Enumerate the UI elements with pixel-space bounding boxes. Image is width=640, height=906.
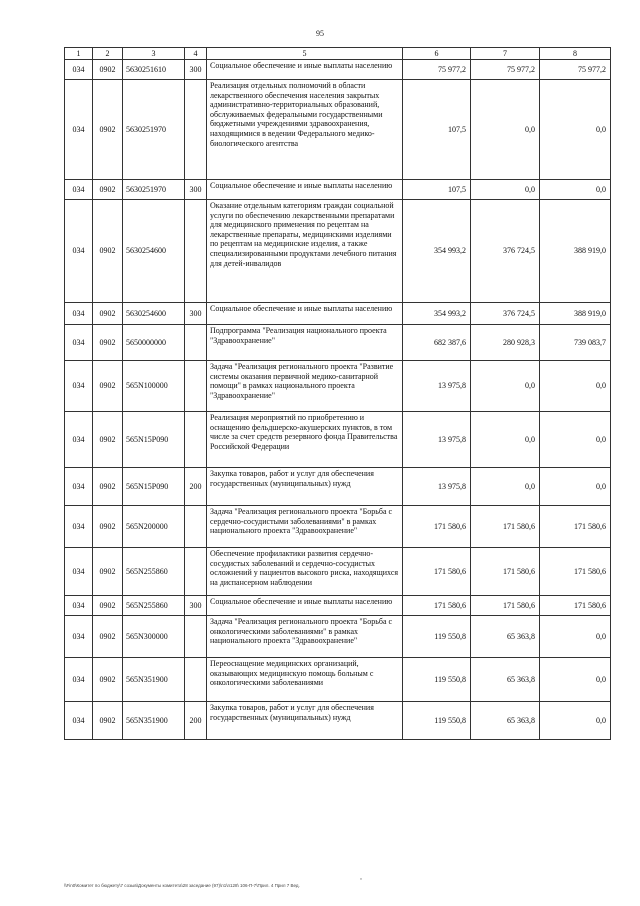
cell-col-1: 034: [65, 412, 93, 468]
cell-col-2: 0902: [93, 596, 123, 616]
cell-col-2: 0902: [93, 200, 123, 303]
cell-col-8: 0,0: [540, 412, 611, 468]
cell-col-8: 0,0: [540, 658, 611, 702]
cell-col-4: 200: [185, 468, 207, 506]
table-row: [65, 596, 611, 616]
cell-col-3: 565N351900: [123, 702, 185, 740]
cell-col-7: 65 363,8: [471, 658, 540, 702]
cell-col-2: 0902: [93, 325, 123, 361]
cell-col-2: 0902: [93, 616, 123, 658]
cell-col-7: 65 363,8: [471, 616, 540, 658]
cell-col-5: Закупка товаров, работ и услуг для обеспечения государственных (муниципальных) нужд: [207, 702, 403, 740]
column-header: 6: [403, 48, 471, 60]
cell-col-6: 682 387,6: [403, 325, 471, 361]
footer-path: \\Fin0\Комитет по бюджету\7 созыв\Документы комитета\28 заседание (97)\п1\п128\ 106-П-7\Прил. 4 Прил 7 Вед.: [64, 883, 300, 888]
cell-col-7: 0,0: [471, 80, 540, 180]
cell-col-2: 0902: [93, 361, 123, 412]
cell-col-6: 13 975,8: [403, 361, 471, 412]
column-header: 4: [185, 48, 207, 60]
cell-col-5: Задача "Реализация регионального проекта "Борьба с онкологическими заболеваниями" в рамках национального проекта "Здравоохранение": [207, 616, 403, 658]
cell-col-1: 034: [65, 361, 93, 412]
column-header: 5: [207, 48, 403, 60]
cell-col-8: 0,0: [540, 702, 611, 740]
cell-col-1: 034: [65, 200, 93, 303]
cell-col-2: 0902: [93, 60, 123, 80]
cell-col-8: 0,0: [540, 180, 611, 200]
cell-col-6: 119 550,8: [403, 616, 471, 658]
cell-col-2: 0902: [93, 180, 123, 200]
cell-col-7: 0,0: [471, 412, 540, 468]
table-row: [65, 60, 611, 80]
cell-col-7: 65 363,8: [471, 702, 540, 740]
scan-mark: *: [360, 878, 362, 884]
table-row: [65, 616, 611, 658]
cell-col-8: 0,0: [540, 468, 611, 506]
cell-col-6: 107,5: [403, 180, 471, 200]
cell-col-5: Подпрограмма "Реализация национального проекта "Здравоохранение": [207, 325, 403, 361]
cell-col-5: Обеспечение профилактики развития сердечно-сосудистых заболеваний и сердечно-сосудистых осложнений у пациентов высокого риска, находящихся на диспансерном наблюдении: [207, 548, 403, 596]
column-header: 1: [65, 48, 93, 60]
cell-col-5: Оказание отдельным категориям граждан социальной услуги по обеспечению лекарственными препаратами для медицинского применения по рецептам на лекарственные препараты, медицинскими изделиями по рецептам на медицинские изделия, а также специализированными продуктами лечебного питания для детей-инвалидов: [207, 200, 403, 303]
cell-col-6: 354 993,2: [403, 200, 471, 303]
cell-col-5: Социальное обеспечение и иные выплаты населению: [207, 596, 403, 616]
cell-col-6: 171 580,6: [403, 506, 471, 548]
cell-col-3: 5630254600: [123, 200, 185, 303]
table-row: [65, 548, 611, 596]
cell-col-3: 565N15P090: [123, 468, 185, 506]
column-header: 3: [123, 48, 185, 60]
cell-col-8: 171 580,6: [540, 596, 611, 616]
cell-col-3: 565N15P090: [123, 412, 185, 468]
cell-col-3: 565N255860: [123, 548, 185, 596]
cell-col-5: Задача "Реализация регионального проекта "Борьба с сердечно-сосудистыми заболеваниями" в рамках национального проекта "Здравоохранение": [207, 506, 403, 548]
cell-col-8: 0,0: [540, 616, 611, 658]
cell-col-2: 0902: [93, 506, 123, 548]
table-row: [65, 180, 611, 200]
page-number: 95: [316, 29, 324, 38]
table-row: [65, 468, 611, 506]
cell-col-6: 119 550,8: [403, 658, 471, 702]
cell-col-3: 5630251970: [123, 180, 185, 200]
cell-col-5: Переоснащение медицинских организаций, оказывающих медицинскую помощь больным с онкологическими заболеваниями: [207, 658, 403, 702]
cell-col-6: 75 977,2: [403, 60, 471, 80]
cell-col-8: 388 919,0: [540, 200, 611, 303]
cell-col-6: 13 975,8: [403, 412, 471, 468]
cell-col-1: 034: [65, 616, 93, 658]
budget-table: [64, 47, 611, 740]
table-row: [65, 506, 611, 548]
table-row: [65, 702, 611, 740]
cell-col-1: 034: [65, 548, 93, 596]
cell-col-1: 034: [65, 702, 93, 740]
cell-col-3: 5630251970: [123, 80, 185, 180]
cell-col-2: 0902: [93, 80, 123, 180]
cell-col-7: 376 724,5: [471, 200, 540, 303]
cell-col-1: 034: [65, 658, 93, 702]
column-header: 2: [93, 48, 123, 60]
cell-col-7: 75 977,2: [471, 60, 540, 80]
cell-col-6: 107,5: [403, 80, 471, 180]
cell-col-8: 0,0: [540, 361, 611, 412]
cell-col-3: 565N351900: [123, 658, 185, 702]
cell-col-3: 5630251610: [123, 60, 185, 80]
cell-col-7: 376 724,5: [471, 303, 540, 325]
cell-col-8: 739 083,7: [540, 325, 611, 361]
cell-col-5: Реализация отдельных полномочий в области лекарственного обеспечения населения закрытых административно-территориальных образований, обслуживаемых федеральными государственными бюджетными учреждениями здравоохранения, находящимися в ведении Федерального медико-биологического агентства: [207, 80, 403, 180]
cell-col-3: 565N300000: [123, 616, 185, 658]
cell-col-5: Закупка товаров, работ и услуг для обеспечения государственных (муниципальных) нужд: [207, 468, 403, 506]
header-row: [65, 48, 611, 60]
table-row: [65, 412, 611, 468]
cell-col-7: 171 580,6: [471, 506, 540, 548]
cell-col-4: 300: [185, 180, 207, 200]
cell-col-5: Реализация мероприятий по приобретению и оснащению фельдшерско-акушерских пунктов, в том числе за счет средств резервного фонда Правительства Российской Федерации: [207, 412, 403, 468]
cell-col-1: 034: [65, 596, 93, 616]
cell-col-7: 171 580,6: [471, 548, 540, 596]
cell-col-1: 034: [65, 325, 93, 361]
cell-col-5: Социальное обеспечение и иные выплаты населению: [207, 303, 403, 325]
cell-col-3: 5630254600: [123, 303, 185, 325]
cell-col-7: 0,0: [471, 468, 540, 506]
cell-col-8: 171 580,6: [540, 548, 611, 596]
cell-col-4: 300: [185, 303, 207, 325]
table-row: [65, 658, 611, 702]
cell-col-7: 0,0: [471, 180, 540, 200]
cell-col-5: Социальное обеспечение и иные выплаты населению: [207, 180, 403, 200]
cell-col-4: 300: [185, 60, 207, 80]
table-row: [65, 80, 611, 180]
cell-col-6: 354 993,2: [403, 303, 471, 325]
cell-col-4: [185, 80, 207, 180]
cell-col-1: 034: [65, 468, 93, 506]
cell-col-8: 171 580,6: [540, 506, 611, 548]
cell-col-3: 565N200000: [123, 506, 185, 548]
cell-col-7: 0,0: [471, 361, 540, 412]
cell-col-6: 171 580,6: [403, 596, 471, 616]
cell-col-6: 171 580,6: [403, 548, 471, 596]
cell-col-4: [185, 548, 207, 596]
column-header: 8: [540, 48, 611, 60]
table-row: [65, 361, 611, 412]
cell-col-2: 0902: [93, 702, 123, 740]
cell-col-4: [185, 325, 207, 361]
cell-col-2: 0902: [93, 468, 123, 506]
cell-col-1: 034: [65, 180, 93, 200]
cell-col-6: 119 550,8: [403, 702, 471, 740]
cell-col-1: 034: [65, 303, 93, 325]
column-header: 7: [471, 48, 540, 60]
cell-col-2: 0902: [93, 303, 123, 325]
cell-col-8: 388 919,0: [540, 303, 611, 325]
cell-col-2: 0902: [93, 548, 123, 596]
table-row: [65, 200, 611, 303]
table-row: [65, 325, 611, 361]
cell-col-8: 0,0: [540, 80, 611, 180]
cell-col-4: [185, 506, 207, 548]
cell-col-4: [185, 361, 207, 412]
cell-col-1: 034: [65, 60, 93, 80]
cell-col-7: 171 580,6: [471, 596, 540, 616]
cell-col-5: Социальное обеспечение и иные выплаты населению: [207, 60, 403, 80]
cell-col-3: 565N255860: [123, 596, 185, 616]
cell-col-7: 280 928,3: [471, 325, 540, 361]
cell-col-8: 75 977,2: [540, 60, 611, 80]
cell-col-4: [185, 658, 207, 702]
cell-col-6: 13 975,8: [403, 468, 471, 506]
cell-col-5: Задача "Реализация регионального проекта "Развитие системы оказания первичной медико-санитарной помощи" в рамках национального проекта "Здравоохранение": [207, 361, 403, 412]
cell-col-1: 034: [65, 506, 93, 548]
cell-col-2: 0902: [93, 658, 123, 702]
cell-col-2: 0902: [93, 412, 123, 468]
cell-col-4: 200: [185, 702, 207, 740]
cell-col-4: [185, 616, 207, 658]
cell-col-1: 034: [65, 80, 93, 180]
table-row: [65, 303, 611, 325]
cell-col-4: 300: [185, 596, 207, 616]
table-body: [65, 60, 611, 740]
cell-col-3: 565N100000: [123, 361, 185, 412]
cell-col-4: [185, 200, 207, 303]
cell-col-3: 5650000000: [123, 325, 185, 361]
cell-col-4: [185, 412, 207, 468]
